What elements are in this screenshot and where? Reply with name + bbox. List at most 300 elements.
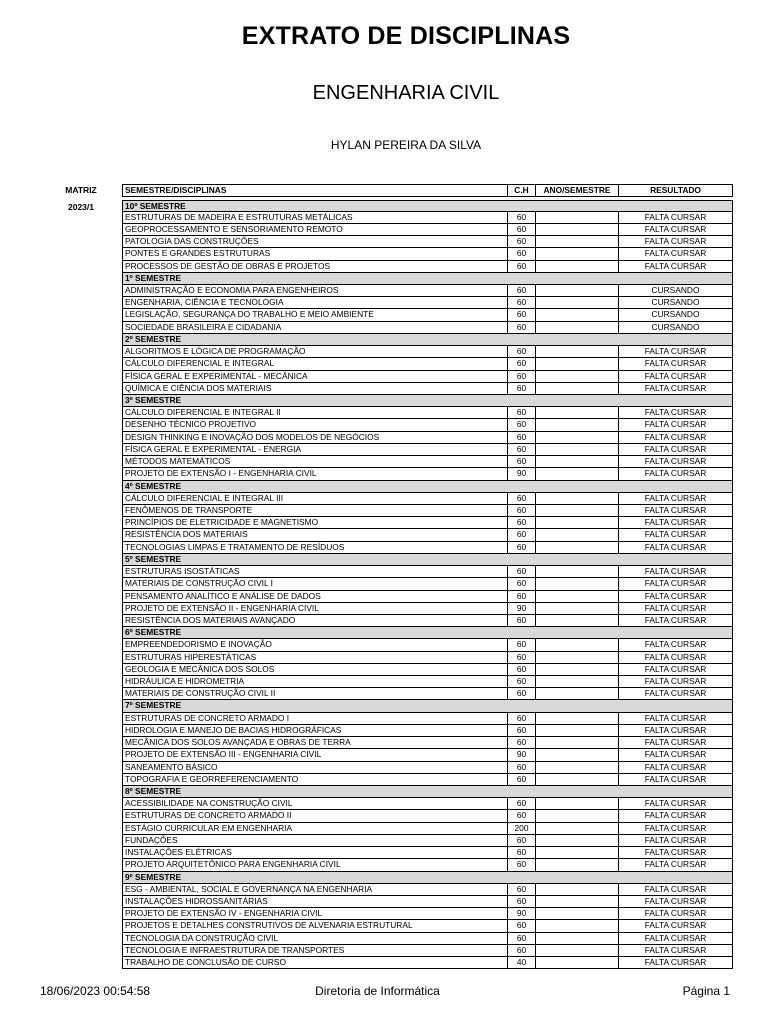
table-header xyxy=(122,184,733,197)
credit-hours: 60 xyxy=(508,664,536,675)
credit-hours: 60 xyxy=(508,688,536,699)
document-title: EXTRATO DE DISCIPLINAS xyxy=(241,22,571,50)
year-semester xyxy=(536,920,619,931)
result-status: FALTA CURSAR xyxy=(644,663,707,674)
column-header-year-semester: ANO/SEMESTRE xyxy=(536,185,619,196)
credit-hours: 60 xyxy=(508,432,536,443)
table-row xyxy=(122,603,733,615)
table-row xyxy=(122,847,733,859)
credit-hours: 60 xyxy=(508,456,536,467)
result-status: CURSANDO xyxy=(651,309,700,320)
table-row xyxy=(122,810,733,822)
credit-hours: 60 xyxy=(508,798,536,809)
discipline-name: DESENHO TÉCNICO PROJETIVO xyxy=(123,419,508,430)
result-status: FALTA CURSAR xyxy=(644,724,707,735)
table-row xyxy=(122,725,733,737)
footer-page-number: Página 1 xyxy=(682,984,730,998)
year-semester xyxy=(536,371,619,382)
semester-label: 5º SEMESTRE xyxy=(125,553,182,564)
table-row xyxy=(122,652,733,664)
result-status: FALTA CURSAR xyxy=(644,737,707,748)
credit-hours: 60 xyxy=(508,505,536,516)
discipline-name: RESISTÊNCIA DOS MATERIAIS AVANÇADO xyxy=(123,615,508,626)
discipline-name: HIDRÁULICA E HIDROMETRIA xyxy=(123,676,508,687)
discipline-name: PROJETO DE EXTENSÃO I - ENGENHARIA CIVIL xyxy=(123,468,508,479)
result-status: FALTA CURSAR xyxy=(644,895,707,906)
year-semester xyxy=(536,224,619,235)
result-status: FALTA CURSAR xyxy=(644,431,707,442)
result-status: FALTA CURSAR xyxy=(644,834,707,845)
table-row xyxy=(122,432,733,444)
discipline-name: ENGENHARIA, CIÊNCIA E TECNOLOGIA xyxy=(123,297,508,308)
discipline-name: ALGORITMOS E LÓGICA DE PROGRAMAÇÃO xyxy=(123,346,508,357)
year-semester xyxy=(536,810,619,821)
result-status: FALTA CURSAR xyxy=(644,358,707,369)
year-semester xyxy=(536,261,619,272)
year-semester xyxy=(536,297,619,308)
result-status: FALTA CURSAR xyxy=(644,639,707,650)
table-row xyxy=(122,835,733,847)
discipline-name: RESISTÊNCIA DOS MATERIAIS xyxy=(123,529,508,540)
student-name: HYLAN PEREIRA DA SILVA xyxy=(330,138,482,152)
discipline-name: ESTRUTURAS ISOSTÁTICAS xyxy=(123,566,508,577)
result-status: FALTA CURSAR xyxy=(644,883,707,894)
credit-hours: 60 xyxy=(508,493,536,504)
table-row xyxy=(122,737,733,749)
year-semester xyxy=(536,322,619,333)
credit-hours: 60 xyxy=(508,884,536,895)
result-status: FALTA CURSAR xyxy=(644,248,707,259)
credit-hours: 60 xyxy=(508,212,536,223)
year-semester xyxy=(536,578,619,589)
result-status: FALTA CURSAR xyxy=(644,504,707,515)
year-semester xyxy=(536,774,619,785)
table-row xyxy=(122,908,733,920)
result-status: FALTA CURSAR xyxy=(644,602,707,613)
table-row xyxy=(122,774,733,786)
result-status: FALTA CURSAR xyxy=(644,798,707,809)
result-status: FALTA CURSAR xyxy=(644,382,707,393)
result-status: FALTA CURSAR xyxy=(644,407,707,418)
table-row xyxy=(122,713,733,725)
discipline-name: CÁLCULO DIFERENCIAL E INTEGRAL III xyxy=(123,493,508,504)
credit-hours: 60 xyxy=(508,261,536,272)
year-semester xyxy=(536,713,619,724)
discipline-name: FÍSICA GERAL E EXPERIMENTAL - ENERGIA xyxy=(123,444,508,455)
table-row xyxy=(122,261,733,273)
semester-header xyxy=(122,481,733,493)
credit-hours: 60 xyxy=(508,859,536,870)
credit-hours: 60 xyxy=(508,591,536,602)
year-semester xyxy=(536,407,619,418)
table-row xyxy=(122,285,733,297)
table-row xyxy=(122,591,733,603)
table-row xyxy=(122,224,733,236)
year-semester xyxy=(536,725,619,736)
result-status: FALTA CURSAR xyxy=(644,443,707,454)
credit-hours: 90 xyxy=(508,603,536,614)
result-status: FALTA CURSAR xyxy=(644,847,707,858)
credit-hours: 40 xyxy=(508,957,536,968)
year-semester xyxy=(536,456,619,467)
year-semester xyxy=(536,444,619,455)
year-semester xyxy=(536,468,619,479)
discipline-name: PROCESSOS DE GESTÃO DE OBRAS E PROJETOS xyxy=(123,261,508,272)
year-semester xyxy=(536,615,619,626)
discipline-name: CÁLCULO DIFERENCIAL E INTEGRAL xyxy=(123,358,508,369)
credit-hours: 60 xyxy=(508,309,536,320)
year-semester xyxy=(536,505,619,516)
credit-hours: 60 xyxy=(508,713,536,724)
result-status: FALTA CURSAR xyxy=(644,749,707,760)
table-row xyxy=(122,957,733,969)
result-status: FALTA CURSAR xyxy=(644,773,707,784)
discipline-name: INSTALAÇÕES HIDROSSANITÁRIAS xyxy=(123,896,508,907)
discipline-name: EMPREENDEDORISMO E INOVAÇÃO xyxy=(123,639,508,650)
credit-hours: 60 xyxy=(508,566,536,577)
year-semester xyxy=(536,652,619,663)
table-row xyxy=(122,371,733,383)
discipline-name: TECNOLOGIA DA CONSTRUÇÃO CIVIL xyxy=(123,933,508,944)
discipline-name: GEOPROCESSAMENTO E SENSORIAMENTO REMOTO xyxy=(123,224,508,235)
matriz-label: MATRIZ xyxy=(65,185,97,195)
discipline-name: MÉTODOS MATEMÁTICOS xyxy=(123,456,508,467)
discipline-name: PROJETO DE EXTENSÃO II - ENGENHARIA CIVIL xyxy=(123,603,508,614)
result-status: FALTA CURSAR xyxy=(644,492,707,503)
result-status: FALTA CURSAR xyxy=(644,920,707,931)
credit-hours: 60 xyxy=(508,419,536,430)
table-row xyxy=(122,920,733,932)
credit-hours: 200 xyxy=(508,823,536,834)
result-status: FALTA CURSAR xyxy=(644,578,707,589)
semester-header xyxy=(122,554,733,566)
table-row xyxy=(122,542,733,554)
table-row xyxy=(122,749,733,761)
result-status: FALTA CURSAR xyxy=(644,614,707,625)
result-status: FALTA CURSAR xyxy=(644,223,707,234)
year-semester xyxy=(536,884,619,895)
discipline-name: GEOLOGIA E MECÂNICA DOS SOLOS xyxy=(123,664,508,675)
discipline-name: ESTÁGIO CURRICULAR EM ENGENHARIA xyxy=(123,823,508,834)
year-semester xyxy=(536,591,619,602)
year-semester xyxy=(536,493,619,504)
table-row xyxy=(122,309,733,321)
year-semester xyxy=(536,896,619,907)
year-semester xyxy=(536,358,619,369)
table-row xyxy=(122,493,733,505)
credit-hours: 90 xyxy=(508,908,536,919)
semester-label: 2º SEMESTRE xyxy=(125,333,182,344)
result-status: FALTA CURSAR xyxy=(644,370,707,381)
year-semester xyxy=(536,309,619,320)
semester-label: 9º SEMESTRE xyxy=(125,871,182,882)
result-status: FALTA CURSAR xyxy=(644,957,707,968)
credit-hours: 60 xyxy=(508,224,536,235)
table-row xyxy=(122,676,733,688)
discipline-name: SOCIEDADE BRASILEIRA E CIDADANIA xyxy=(123,322,508,333)
credit-hours: 60 xyxy=(508,639,536,650)
discipline-name: PROJETO DE EXTENSÃO IV - ENGENHARIA CIVIL xyxy=(123,908,508,919)
discipline-name: PONTES E GRANDES ESTRUTURAS xyxy=(123,248,508,259)
credit-hours: 60 xyxy=(508,652,536,663)
year-semester xyxy=(536,957,619,968)
year-semester xyxy=(536,432,619,443)
table-row xyxy=(122,798,733,810)
table-row xyxy=(122,346,733,358)
table-row xyxy=(122,358,733,370)
year-semester xyxy=(536,859,619,870)
year-semester xyxy=(536,847,619,858)
credit-hours: 60 xyxy=(508,248,536,259)
credit-hours: 90 xyxy=(508,749,536,760)
credit-hours: 60 xyxy=(508,407,536,418)
semester-header xyxy=(122,334,733,346)
result-status: FALTA CURSAR xyxy=(644,260,707,271)
table-row xyxy=(122,517,733,529)
year-semester xyxy=(536,664,619,675)
credit-hours: 60 xyxy=(508,725,536,736)
credit-hours: 60 xyxy=(508,346,536,357)
year-semester xyxy=(536,285,619,296)
table-row xyxy=(122,762,733,774)
semester-label: 4º SEMESTRE xyxy=(125,480,182,491)
table-body xyxy=(122,200,733,970)
result-status: FALTA CURSAR xyxy=(644,517,707,528)
result-status: FALTA CURSAR xyxy=(644,566,707,577)
footer-timestamp: 18/06/2023 00:54:58 xyxy=(40,984,151,998)
year-semester xyxy=(536,248,619,259)
credit-hours: 60 xyxy=(508,383,536,394)
result-status: FALTA CURSAR xyxy=(644,468,707,479)
year-semester xyxy=(536,762,619,773)
result-status: FALTA CURSAR xyxy=(644,211,707,222)
credit-hours: 60 xyxy=(508,297,536,308)
semester-header xyxy=(122,395,733,407)
year-semester xyxy=(536,933,619,944)
discipline-name: PRINCÍPIOS DE ELETRICIDADE E MAGNETISMO xyxy=(123,517,508,528)
discipline-name: ACESSIBILIDADE NA CONSTRUÇÃO CIVIL xyxy=(123,798,508,809)
result-status: FALTA CURSAR xyxy=(644,676,707,687)
credit-hours: 60 xyxy=(508,933,536,944)
discipline-name: TOPOGRAFIA E GEORREFERENCIAMENTO xyxy=(123,774,508,785)
column-header-disciplines: SEMESTRE/DISCIPLINAS xyxy=(123,185,508,196)
table-row xyxy=(122,505,733,517)
year-semester xyxy=(536,566,619,577)
semester-label: 1º SEMESTRE xyxy=(125,272,182,283)
table-row xyxy=(122,419,733,431)
result-status: FALTA CURSAR xyxy=(644,529,707,540)
year-semester xyxy=(536,749,619,760)
table-row xyxy=(122,896,733,908)
matriz-value: 2023/1 xyxy=(68,202,94,212)
semester-header xyxy=(122,200,733,212)
result-status: FALTA CURSAR xyxy=(644,712,707,723)
table-row xyxy=(122,566,733,578)
year-semester xyxy=(536,529,619,540)
column-header-result: RESULTADO xyxy=(650,185,701,195)
credit-hours: 60 xyxy=(508,615,536,626)
discipline-name: FUNDAÇÕES xyxy=(123,835,508,846)
discipline-name: ADMINISTRAÇÃO E ECONOMIA PARA ENGENHEIROS xyxy=(123,285,508,296)
result-status: FALTA CURSAR xyxy=(644,944,707,955)
disciplines-table xyxy=(122,184,733,969)
credit-hours: 60 xyxy=(508,444,536,455)
year-semester xyxy=(536,419,619,430)
discipline-name: ESTRUTURAS DE CONCRETO ARMADO I xyxy=(123,713,508,724)
result-status: FALTA CURSAR xyxy=(644,908,707,919)
semester-label: 7º SEMESTRE xyxy=(125,700,182,711)
year-semester xyxy=(536,945,619,956)
credit-hours: 60 xyxy=(508,542,536,553)
discipline-name: TRABALHO DE CONCLUSÃO DE CURSO xyxy=(123,957,508,968)
discipline-name: LEGISLAÇÃO, SEGURANÇA DO TRABALHO E MEIO AMBIENTE xyxy=(123,309,508,320)
year-semester xyxy=(536,737,619,748)
result-status: FALTA CURSAR xyxy=(644,541,707,552)
discipline-name: TECNOLOGIAS LIMPAS E TRATAMENTO DE RESÍDUOS xyxy=(123,542,508,553)
result-status: FALTA CURSAR xyxy=(644,236,707,247)
semester-label: 6º SEMESTRE xyxy=(125,627,182,638)
table-row xyxy=(122,615,733,627)
result-status: CURSANDO xyxy=(651,297,700,308)
result-status: FALTA CURSAR xyxy=(644,456,707,467)
credit-hours: 60 xyxy=(508,578,536,589)
course-name: ENGENHARIA CIVIL xyxy=(312,82,500,104)
year-semester xyxy=(536,236,619,247)
credit-hours: 60 xyxy=(508,236,536,247)
credit-hours: 60 xyxy=(508,737,536,748)
discipline-name: MATERIAIS DE CONSTRUÇÃO CIVIL I xyxy=(123,578,508,589)
table-row xyxy=(122,823,733,835)
result-status: FALTA CURSAR xyxy=(644,346,707,357)
credit-hours: 90 xyxy=(508,468,536,479)
semester-label: 3º SEMESTRE xyxy=(125,395,182,405)
discipline-name: ESTRUTURAS DE CONCRETO ARMADO II xyxy=(123,810,508,821)
result-status: FALTA CURSAR xyxy=(644,419,707,430)
credit-hours: 60 xyxy=(508,285,536,296)
table-row xyxy=(122,664,733,676)
year-semester xyxy=(536,542,619,553)
credit-hours: 60 xyxy=(508,920,536,931)
table-row xyxy=(122,688,733,700)
footer-department: Diretoria de Informática xyxy=(315,984,440,998)
table-row xyxy=(122,529,733,541)
result-status: CURSANDO xyxy=(651,285,700,296)
credit-hours: 60 xyxy=(508,529,536,540)
year-semester xyxy=(536,517,619,528)
semester-header xyxy=(122,627,733,639)
column-header-ch: C.H xyxy=(508,185,536,196)
semester-header xyxy=(122,273,733,285)
credit-hours: 60 xyxy=(508,774,536,785)
table-row xyxy=(122,383,733,395)
discipline-name: PROJETOS E DETALHES CONSTRUTIVOS DE ALVENARIA ESTRUTURAL xyxy=(123,920,508,931)
result-status: FALTA CURSAR xyxy=(644,932,707,943)
semester-header xyxy=(122,786,733,798)
table-row xyxy=(122,407,733,419)
discipline-name: INSTALAÇÕES ELÉTRICAS xyxy=(123,847,508,858)
discipline-name: PROJETO ARQUITETÔNICO PARA ENGENHARIA CIVIL xyxy=(123,859,508,870)
credit-hours: 60 xyxy=(508,371,536,382)
result-status: FALTA CURSAR xyxy=(644,810,707,821)
table-row xyxy=(122,322,733,334)
result-status: FALTA CURSAR xyxy=(644,590,707,601)
discipline-name: SANEAMENTO BÁSICO xyxy=(123,762,508,773)
discipline-name: PATOLOGIA DAS CONSTRUÇÕES xyxy=(123,236,508,247)
table-row xyxy=(122,456,733,468)
discipline-name: QUÍMICA E CIÊNCIA DOS MATERIAIS xyxy=(123,383,508,394)
result-status: CURSANDO xyxy=(651,321,700,332)
credit-hours: 60 xyxy=(508,810,536,821)
discipline-name: ESTRUTURAS DE MADEIRA E ESTRUTURAS METÁLICAS xyxy=(123,212,508,223)
table-row xyxy=(122,639,733,651)
discipline-name: PROJETO DE EXTENSÃO III - ENGENHARIA CIVIL xyxy=(123,749,508,760)
semester-header xyxy=(122,700,733,712)
table-row xyxy=(122,468,733,480)
year-semester xyxy=(536,212,619,223)
credit-hours: 60 xyxy=(508,358,536,369)
table-row xyxy=(122,248,733,260)
credit-hours: 60 xyxy=(508,762,536,773)
table-row xyxy=(122,578,733,590)
year-semester xyxy=(536,835,619,846)
credit-hours: 60 xyxy=(508,322,536,333)
discipline-name: DESIGN THINKING E INOVAÇÃO DOS MODELOS DE NEGÓCIOS xyxy=(123,432,508,443)
result-status: FALTA CURSAR xyxy=(644,822,707,833)
table-row xyxy=(122,884,733,896)
table-row xyxy=(122,933,733,945)
credit-hours: 60 xyxy=(508,835,536,846)
credit-hours: 60 xyxy=(508,945,536,956)
table-row xyxy=(122,297,733,309)
discipline-name: CÁLCULO DIFERENCIAL E INTEGRAL II xyxy=(123,407,508,418)
year-semester xyxy=(536,688,619,699)
semester-header xyxy=(122,872,733,884)
discipline-name: ESTRUTURAS HIPERESTÁTICAS xyxy=(123,652,508,663)
year-semester xyxy=(536,346,619,357)
year-semester xyxy=(536,639,619,650)
semester-label: 8º SEMESTRE xyxy=(125,786,182,796)
result-status: FALTA CURSAR xyxy=(644,859,707,870)
result-status: FALTA CURSAR xyxy=(644,688,707,699)
year-semester xyxy=(536,798,619,809)
discipline-name: PENSAMENTO ANALÍTICO E ANÁLISE DE DADOS xyxy=(123,591,508,602)
result-status: FALTA CURSAR xyxy=(644,651,707,662)
year-semester xyxy=(536,383,619,394)
semester-label: 10º SEMESTRE xyxy=(125,200,186,211)
credit-hours: 60 xyxy=(508,676,536,687)
table-row xyxy=(122,236,733,248)
year-semester xyxy=(536,908,619,919)
table-row xyxy=(122,859,733,871)
discipline-name: MATERIAIS DE CONSTRUÇÃO CIVIL II xyxy=(123,688,508,699)
discipline-name: FENÔMENOS DE TRANSPORTE xyxy=(123,505,508,516)
year-semester xyxy=(536,676,619,687)
discipline-name: MECÂNICA DOS SOLOS AVANÇADA E OBRAS DE TERRA xyxy=(123,737,508,748)
result-status: FALTA CURSAR xyxy=(644,761,707,772)
table-row xyxy=(122,212,733,224)
year-semester xyxy=(536,603,619,614)
discipline-name: ESG - AMBIENTAL, SOCIAL E GOVERNANÇA NA ENGENHARIA xyxy=(123,884,508,895)
table-row xyxy=(122,444,733,456)
credit-hours: 60 xyxy=(508,517,536,528)
discipline-name: HIDROLOGIA E MANEJO DE BACIAS HIDROGRÁFICAS xyxy=(123,725,508,736)
table-row xyxy=(122,945,733,957)
discipline-name: FÍSICA GERAL E EXPERIMENTAL - MECÂNICA xyxy=(123,371,508,382)
credit-hours: 60 xyxy=(508,847,536,858)
year-semester xyxy=(536,823,619,834)
discipline-name: TECNOLOGIA E INFRAESTRUTURA DE TRANSPORTES xyxy=(123,945,508,956)
credit-hours: 60 xyxy=(508,896,536,907)
